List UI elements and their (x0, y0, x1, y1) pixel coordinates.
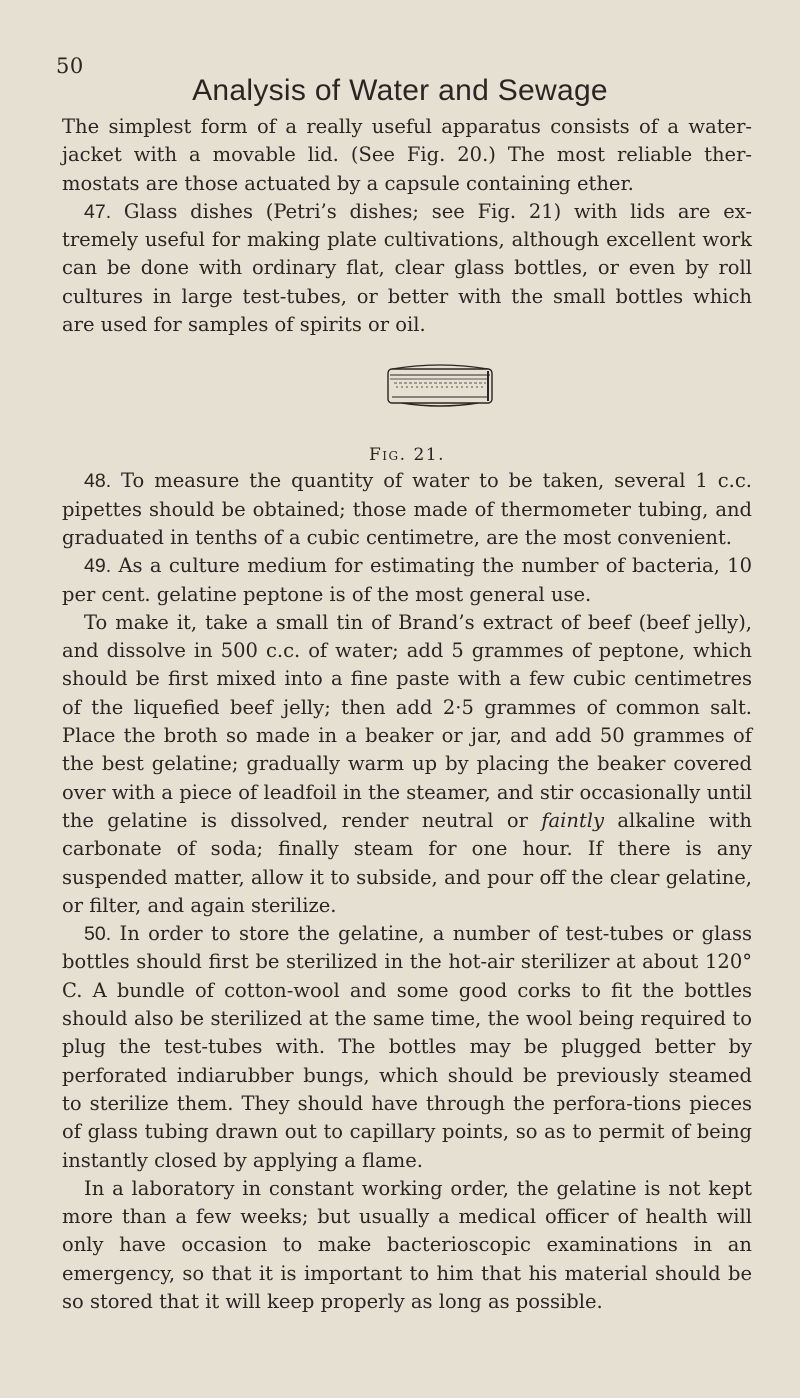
paragraph-text: Glass dishes (Petri’s dishes; see Fig. 21) with lids are ex-tremely useful for making plate cultivations, although excellent work can be done with ordinary flat, clear glass bottles, or even by roll cultures in large test-tubes, or better with the small bottles which are used for samples of spirits or oil. (62, 199, 752, 337)
page-number: 50 (56, 54, 84, 78)
paragraph-text: In order to store the gelatine, a number of test-tubes or glass bottles should first be sterilized in the hot-air sterilizer at about 120° C. A bundle of cotton-wool and some good corks to fit the bottles should also be sterilized at the same time, the wool being required to plug the test-tubes with. The bottles may be plugged better by perforated indiarubber bungs, which should be previously steamed to sterilize them. They should have through the perfora-tions pieces of glass tubing drawn out to capillary points, so as to permit of being instantly closed by applying a flame. (62, 922, 752, 1172)
paragraph-text: As a culture medium for estimating the number of bacteria, 10 per cent. gelatine peptone is of the most general use. (62, 554, 752, 606)
figure-21 (62, 339, 752, 467)
paragraph-number: 49. (84, 555, 112, 578)
paragraph-closing: In a laboratory in constant working order, the gelatine is not kept more than a few weeks; but usually a medical officer of health will only have occasion to make bacterioscopic examinations in an emergency, so that it is important to him that his material should be so stored that it will keep properly as long as possible. (62, 1176, 752, 1313)
italic-word: faintly (541, 808, 605, 832)
paragraph-number: 48. (84, 470, 112, 493)
paragraph-text: alkaline with carbonate of soda; finally steam for one hour. If there is any suspended matter, allow it to subside, and pour off the clear gelatine, or filter, and again sterilize. (62, 808, 752, 917)
paragraph-text: To make it, take a small tin of Brand’s extract of beef (beef jelly), and dissolve in 500 c.c. of water; add 5 grammes of peptone, which should be first mixed into a fine paste with a few cubic centimetres of the liquefied beef jelly; then add 2·5 grammes of common salt. Place the broth so made in a beaker or jar, and add 50 grammes of the best gelatine; gradually warm up by placing the beaker covered over with a piece of leadfoil in the steamer, and stir occasionally until the gelatine is dissolved, render neutral or (62, 610, 752, 832)
paragraph-50 (62, 920, 752, 1175)
petri-dish-icon (384, 359, 496, 411)
running-head: Analysis of Water and Sewage (192, 74, 608, 107)
paragraph-number: 47. (84, 200, 112, 223)
paragraph-47 (62, 198, 752, 339)
paragraph-49-recipe (62, 609, 752, 920)
paragraph-intro: The simplest form of a really useful apparatus consists of a water-jacket with a movable lid. (See Fig. 20.) The most reliable ther-mostats are those actuated by a capsule containing ether. (62, 115, 752, 195)
paragraph-49 (62, 552, 752, 609)
paragraph-48 (62, 467, 752, 552)
paragraph-text: To measure the quantity of water to be taken, several 1 c.c. pipettes should be obtained; those made of thermometer tubing, and graduated in tenths of a cubic centimetre, are the most convenient. (62, 469, 752, 549)
paragraph-number: 50. (84, 923, 112, 946)
body-text (62, 113, 752, 1316)
figure-caption: Fig. 21. (369, 445, 445, 466)
